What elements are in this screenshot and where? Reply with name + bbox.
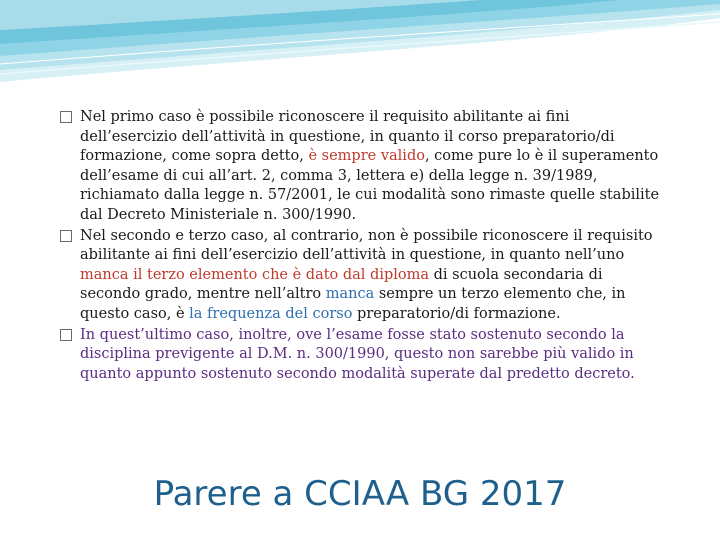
paragraph-1-text: Nel primo caso è possibile riconoscere il requisito abilitante ai fini dell’esercizio dell’attività in questione, in quanto il corso preparatorio/di formazione, come sopra detto, — [80, 109, 615, 165]
paragraph-2-highlight-red: manca il terzo elemento che è dato dal diploma — [80, 266, 430, 283]
paragraph-2-text: Nel secondo e terzo caso, al contrario, non è possibile riconoscere il requisito abilitante ai fini dell’esercizio dell’attività in questione, in quanto nell’uno — [80, 227, 653, 264]
paragraph-3-text: In quest’ultimo caso, inoltre, ove l’esame fosse stato sostenuto secondo la disciplina previgente al D.M. n. 300/1990, questo non sarebbe più valido in quanto appunto sostenuto secondo modalità superate dal predetto decreto. — [80, 326, 635, 382]
square-bullet-icon — [60, 111, 72, 123]
paragraph-2-highlight-blue: la frequenza del corso — [189, 305, 353, 322]
square-bullet-icon — [60, 230, 72, 242]
slide-footer-title: Parere a CCIAA BG 2017 — [153, 474, 567, 514]
decorative-wave-header — [0, 0, 720, 100]
square-bullet-icon — [60, 329, 72, 341]
paragraph-2-highlight-manca: manca — [325, 286, 375, 303]
paragraph-1-text-end: , come pure lo è il superamento dell’esame di cui all’art. 2, comma 3, lettera e) della legge n. 39/1989, richiamato dalla legge n. 57/2001, le cui modalità sono rimaste quelle stabilite dal Decreto Ministeriale n. 300/1990. — [80, 148, 660, 223]
paragraph-2-text-mid: di scuola secondaria di secondo grado, mentre nell’altro — [80, 266, 603, 303]
paragraph-1 — [60, 108, 660, 226]
paragraph-2 — [60, 227, 660, 325]
paragraph-2-text-end: preparatorio/di formazione. — [352, 305, 561, 322]
paragraph-2-text-mid2: sempre un terzo elemento che, in questo caso, è — [80, 286, 626, 322]
paragraph-1-highlight: è sempre valido — [308, 148, 425, 165]
paragraph-3 — [60, 326, 660, 385]
slide-body — [60, 108, 660, 385]
